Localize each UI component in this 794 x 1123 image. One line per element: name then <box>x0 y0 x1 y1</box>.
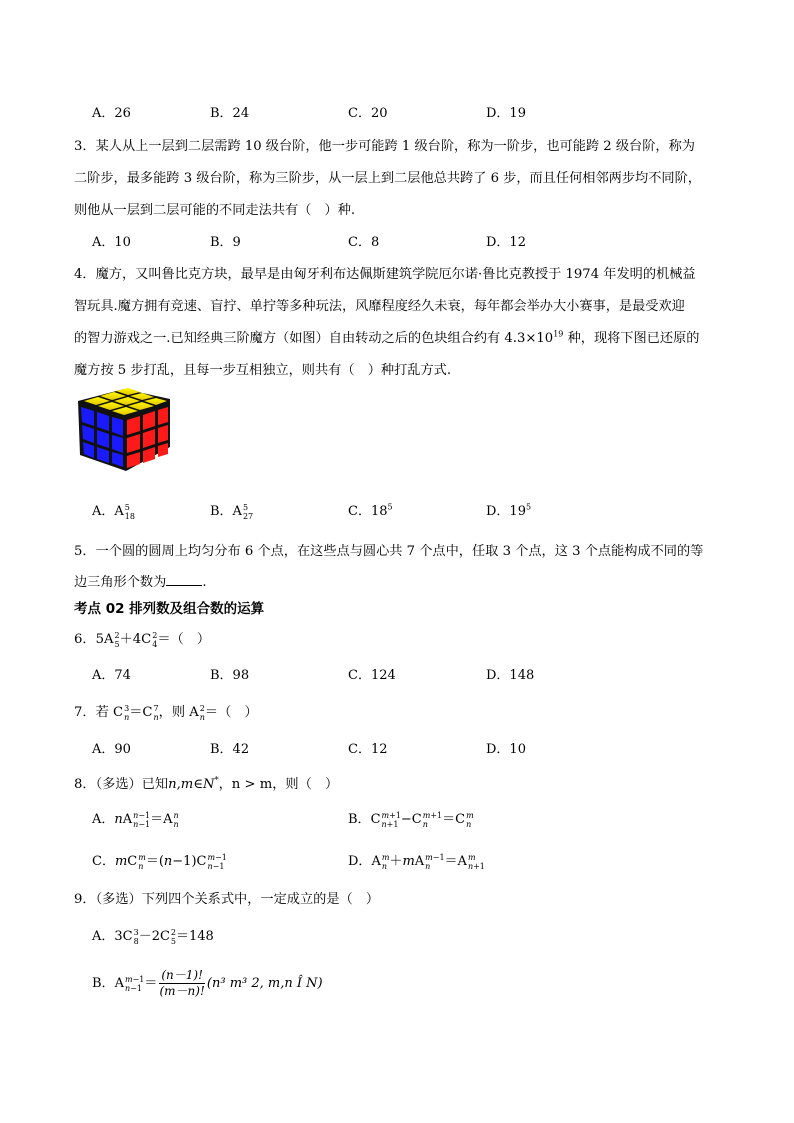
q4-line3-post: 种，现将下图已还原的 <box>563 331 700 346</box>
q9-option-a: A．3C 3 8 －2C 2 5 ＝148 <box>92 927 214 946</box>
q4-option-b: B．A 5 27 <box>210 502 254 521</box>
q4-text-line4: 魔方按 5 步打乱，且每一步互相独立，则共有（ ）种打乱方式. <box>74 363 452 378</box>
q3-text-line3: 则他从一层到二层可能的不同走法共有（ ）种. <box>74 203 356 218</box>
q7-option-b: B．42 <box>210 742 250 757</box>
q4-text-line1: 4．魔方，又叫鲁比克方块，最早是由匈牙利布达佩斯建筑学院厄尔诺·鲁比克教授于 1974 年发明的机械益 <box>74 267 696 282</box>
q4-line3-pre: 的智力游戏之一.已知经典三阶魔方（如图）自由转动之后的色块组合约有 4.3×10 <box>74 331 554 346</box>
q9-option-b-fraction: $\frac{(n-1)!}{(m-n)!}$ <box>159 968 205 998</box>
q6-option-d: D．148 <box>486 668 535 683</box>
q2-option-a: A．26 <box>92 106 131 121</box>
q8-option-b: B．C m+1 n+1 −C m+1 n ＝C m n <box>348 810 474 829</box>
q9-text: 9．（多选）下列四个关系式中，一定成立的是（ ） <box>74 892 380 907</box>
q2-option-c: C．20 <box>348 106 388 121</box>
q5-text-line1: 5．一个圆的圆周上均匀分布 6 个点，在这些点与圆心共 7 个点中，任取 3 个点，这 3 个点能构成不同的等 <box>74 544 704 559</box>
q4-option-a: A．A 5 18 <box>92 502 135 521</box>
q8-text: 8．（多选）已知n,m∈N*，n > m，则（ ） <box>74 775 339 792</box>
q3-option-b: B．9 <box>210 235 241 250</box>
q2-option-d: D．19 <box>486 106 526 121</box>
q7-text: 7．若 C 3 n ＝C 7 n ，则 A 2 n ＝（ ） <box>74 703 258 722</box>
q7-option-c: C．12 <box>348 742 388 757</box>
q9-option-b: B．A m−1 n−1 ＝ $\frac{(n-1)!}{(m-n)!}$ (n³ m³ 2, m,n Î N) <box>92 968 323 998</box>
q3-text-line2: 二阶步，最多能跨 3 级台阶，称为三阶步，从一层上到二层他总共跨了 6 步，而且任何相邻两步均不同阶， <box>74 171 701 186</box>
q5-answer-blank <box>166 573 202 586</box>
q8-option-d: D．A m n ＋mA m−1 n ＝A m n+1 <box>348 852 485 871</box>
rubiks-cube-figure <box>74 385 174 475</box>
q3-text-line1: 3．某人从上一层到二层需跨 10 级台阶，他一步可能跨 1 级台阶，称为一阶步，也可能跨 2 级台阶，称为 <box>74 139 695 154</box>
q8-option-a: A．nA n−1 n−1 ＝A n n <box>92 810 179 829</box>
q3-option-a: A．10 <box>92 235 131 250</box>
q4-option-d: D．$19^5$ <box>486 502 532 519</box>
q4-option-c: C．$18^5$ <box>348 502 393 519</box>
section-heading: 考点 02 排列数及组合数的运算 <box>74 601 265 617</box>
q3-option-d: D．12 <box>486 235 526 250</box>
q6-text: 6．5A 2 5 ＋4C 2 4 ＝（ ） <box>74 630 211 649</box>
q6-option-b: B．98 <box>210 668 250 683</box>
q3-option-c: C．8 <box>348 235 380 250</box>
q8-option-c: C．mC m n ＝(n−1)C m−1 n−1 <box>92 852 227 871</box>
q4-text-line2: 智玩具.魔方拥有竞速、盲拧、单拧等多种玩法，风靡程度经久未衰，每年都会举办大小赛事，是最受欢迎 <box>74 299 685 314</box>
q6-option-c: C．124 <box>348 668 396 683</box>
q6-option-a: A．74 <box>92 668 131 683</box>
q7-option-a: A．90 <box>92 742 131 757</box>
q5-text-line2: 边三角形个数为 . <box>74 575 207 590</box>
q4-exponent: 19 <box>553 329 564 339</box>
q7-option-d: D．10 <box>486 742 526 757</box>
q4-text-line3 <box>74 327 699 346</box>
q2-option-b: B．24 <box>210 106 250 121</box>
